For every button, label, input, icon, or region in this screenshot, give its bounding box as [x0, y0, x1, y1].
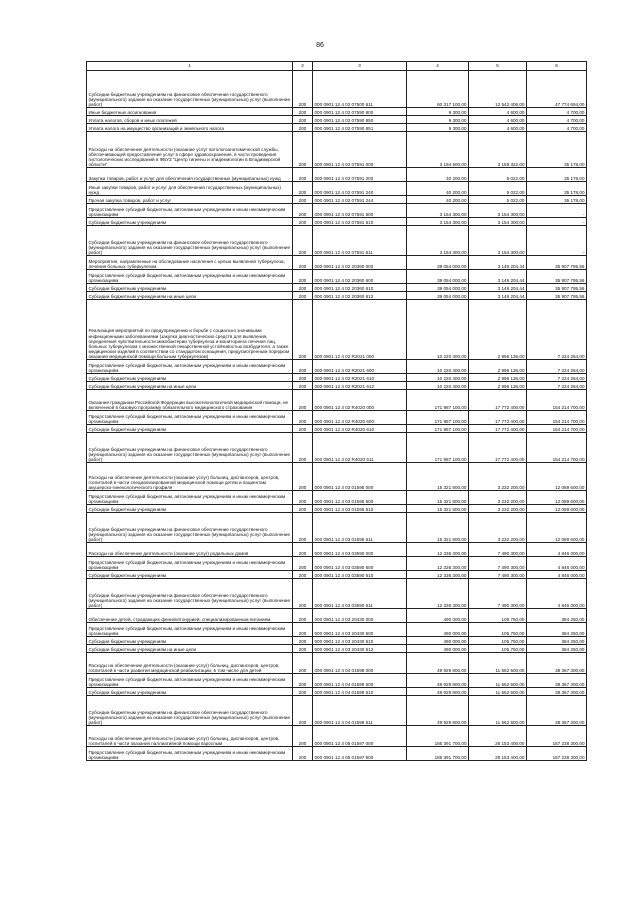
table-row — [87, 182, 587, 196]
row-code-cell: 000 0901 12 4 04 01598 611 — [313, 696, 407, 726]
row-grbs-cell: 200 — [293, 132, 313, 168]
row-value-col5: 3 146 204,44 — [469, 270, 527, 284]
row-name-cell: Расходы на обеспечение деятельности (оказание услуг) больниц, диспансеров, центров, госпиталей в части оказания паллиативной помощи взрослым — [87, 726, 293, 747]
row-name-cell: Субсидии бюджетным учреждениям на финансовое обеспечение государственного (муниципального) задания на оказание государственных (муниципальных) услуг (выполнение работ) — [87, 433, 293, 463]
row-code-cell: 000 0901 12 4 03 03590 600 — [313, 557, 407, 571]
row-grbs-cell: 200 — [293, 168, 313, 182]
table-row — [87, 132, 587, 168]
table-row — [87, 71, 587, 108]
row-grbs-cell: 200 — [293, 204, 313, 218]
row-value-col6: 7 224 264,00 — [527, 374, 587, 382]
row-value-col4: 39 054 000,00 — [407, 284, 469, 292]
row-value-col6: 35 178,00 — [527, 196, 587, 204]
row-code-cell: 000 0901 12 4 02 07500 611 — [313, 71, 407, 108]
row-name-cell: Субсидии бюджетным учреждениям — [87, 571, 293, 579]
table-row — [87, 696, 587, 726]
row-grbs-cell: 200 — [293, 557, 313, 571]
row-value-col5: 5 022,00 — [469, 182, 527, 196]
table-row — [87, 292, 587, 300]
row-value-col4: 12 336 300,00 — [407, 571, 469, 579]
row-name-cell: Предоставление субсидий бюджетным, автономным учреждениям и иным некоммерческим организациям — [87, 270, 293, 284]
row-name-cell: Субсидии бюджетным учреждениям — [87, 505, 293, 513]
row-code-cell: 000 0901 12 4 02 R4020 610 — [313, 425, 407, 433]
table-row — [87, 623, 587, 637]
row-name-cell: Предоставление субсидий бюджетным, автономным учреждениям и иным некоммерческим организациям — [87, 204, 293, 218]
row-value-col5: 2 996 136,00 — [469, 360, 527, 374]
row-value-col4: 40 200,00 — [407, 168, 469, 182]
row-value-col5: 2 996 136,00 — [469, 382, 527, 390]
row-value-col6: - — [527, 226, 587, 256]
row-value-col6: 35 178,00 — [527, 182, 587, 196]
header-row — [87, 62, 587, 71]
row-value-col6: 35 907 795,56 — [527, 284, 587, 292]
row-value-col6: 4 846 000,00 — [527, 543, 587, 557]
table-header — [87, 62, 587, 71]
row-value-col6: 12 089 600,00 — [527, 505, 587, 513]
row-value-col4: 490 000,00 — [407, 623, 469, 637]
row-value-col6: 154 214 700,00 — [527, 411, 587, 425]
row-value-col5: 17 772 400,00 — [469, 425, 527, 433]
row-value-col5: 3 232 200,00 — [469, 505, 527, 513]
row-grbs-cell: 200 — [293, 116, 313, 124]
table-row — [87, 196, 587, 204]
row-value-col4: 15 321 800,00 — [407, 505, 469, 513]
row-value-col5: 7 490 300,00 — [469, 579, 527, 609]
row-name-cell: Субсидии бюджетным учреждениям на финансовое обеспечение государственного (муниципального) задания на оказание государственных (муниципальных) услуг (выполнение работ) — [87, 579, 293, 609]
row-code-cell: 000 0901 12 4 02 07590 800 — [313, 108, 407, 116]
row-value-col6: - — [527, 204, 587, 218]
row-value-col5: 5 022,00 — [469, 196, 527, 204]
row-value-col5: 12 542 406,00 — [469, 71, 527, 108]
row-name-cell: Субсидии бюджетным учреждениям — [87, 218, 293, 226]
table-row — [87, 645, 587, 653]
table-row — [87, 688, 587, 696]
row-value-col4: 39 054 000,00 — [407, 270, 469, 284]
row-name-cell: Предоставление субсидий бюджетным, автономным учреждениям и иным некоммерческим организациям — [87, 360, 293, 374]
row-value-col6: 384 250,00 — [527, 623, 587, 637]
row-name-cell: Иные закупки товаров, работ и услуг для обеспечения государственных (муниципальных) нужд — [87, 182, 293, 196]
row-grbs-cell: 200 — [293, 543, 313, 557]
table-row — [87, 433, 587, 463]
table-row — [87, 168, 587, 182]
table-row — [87, 116, 587, 124]
row-name-cell: Уплата налога на имущество организаций и земельного налога — [87, 124, 293, 132]
row-value-col4: 40 200,00 — [407, 182, 469, 196]
row-value-col5: 4 600,00 — [469, 108, 527, 116]
row-grbs-cell: 200 — [293, 491, 313, 505]
row-value-col4: 49 929 800,00 — [407, 674, 469, 688]
row-value-col5: 4 600,00 — [469, 124, 527, 132]
row-code-cell: 000 0901 12 4 02 07591 244 — [313, 196, 407, 204]
row-value-col5: 7 490 300,00 — [469, 543, 527, 557]
row-value-col4: 12 336 300,00 — [407, 579, 469, 609]
table-row — [87, 360, 587, 374]
row-value-col6: 157 238 300,00 — [527, 747, 587, 761]
column-header: 6 — [527, 62, 587, 71]
row-value-col5: 17 772 400,00 — [469, 411, 527, 425]
table-row — [87, 425, 587, 433]
table-body — [87, 71, 587, 761]
table-row — [87, 204, 587, 218]
row-value-col4: 40 200,00 — [407, 196, 469, 204]
row-value-col6: 38 367 300,00 — [527, 696, 587, 726]
row-value-col4: 3 194 500,00 — [407, 132, 469, 168]
row-value-col4: 39 054 000,00 — [407, 292, 469, 300]
row-value-col5: 5 022,00 — [469, 168, 527, 182]
column-header: 4 — [407, 62, 469, 71]
row-code-cell: 000 0901 12 4 04 01598 000 — [313, 653, 407, 674]
row-value-col4: 15 321 800,00 — [407, 463, 469, 491]
row-name-cell: Субсидии бюджетным учреждениям на иные цели — [87, 382, 293, 390]
row-code-cell: 000 0901 12 4 03 01595 611 — [313, 513, 407, 543]
table-row — [87, 674, 587, 688]
row-code-cell: 000 0901 12 4 04 01598 610 — [313, 688, 407, 696]
row-grbs-cell: 200 — [293, 360, 313, 374]
row-name-cell: Прочая закупка товаров, работ и услуг — [87, 196, 293, 204]
row-name-cell: Обеспечение детей, страдающих фенилкетонурией, специализированным питанием — [87, 609, 293, 623]
row-name-cell: Субсидии бюджетным учреждениям — [87, 425, 293, 433]
row-value-col6: 4 700,00 — [527, 124, 587, 132]
row-value-col4: 3 154 300,00 — [407, 218, 469, 226]
row-value-col5: 3 159 322,00 — [469, 132, 527, 168]
row-name-cell: Расходы на обеспечение деятельности (оказание услуг) больниц, диспансеров, центров, госпиталей в части развития медицинской реабилитации, в том числе для детей — [87, 653, 293, 674]
column-header: 2 — [293, 62, 313, 71]
row-value-col5: 2 996 136,00 — [469, 300, 527, 360]
row-name-cell: Предоставление субсидий бюджетным, автономным учреждениям и иным некоммерческим организациям — [87, 557, 293, 571]
row-grbs-cell: 200 — [293, 433, 313, 463]
row-value-col4: 10 220 400,00 — [407, 382, 469, 390]
row-value-col5: 105 750,00 — [469, 645, 527, 653]
row-value-col6: 154 214 700,00 — [527, 425, 587, 433]
column-header: 5 — [469, 62, 527, 71]
budget-table — [86, 61, 587, 761]
row-name-cell: Субсидии бюджетным учреждениям на финансовое обеспечение государственного (муниципального) задания на оказание государственных (муниципальных) услуг (выполнение работ) — [87, 513, 293, 543]
row-value-col6: 4 700,00 — [527, 116, 587, 124]
table-row — [87, 382, 587, 390]
row-value-col5: 7 490 300,00 — [469, 557, 527, 571]
row-value-col4: 9 300,00 — [407, 124, 469, 132]
row-name-cell: Уплата налогов, сборов и иных платежей — [87, 116, 293, 124]
row-value-col4: 10 220 400,00 — [407, 360, 469, 374]
row-code-cell: 000 0901 12 4 02 20360 612 — [313, 292, 407, 300]
row-value-col4: 39 054 000,00 — [407, 256, 469, 270]
row-value-col4: 171 987 100,00 — [407, 433, 469, 463]
row-name-cell: Расходы на обеспечение деятельности (оказание услуг патологоанатомической службы, обеспечивающей предоставление услуг в сфере здравоохранения, в части проведения гистологических исследований в ФБУЗ "Центр гигиены и эпидемиологии в Владимирской области" — [87, 132, 293, 168]
row-grbs-cell: 200 — [293, 196, 313, 204]
row-code-cell: 000 0901 12 4 02 07591 000 — [313, 132, 407, 168]
row-value-col5: 3 232 200,00 — [469, 491, 527, 505]
row-code-cell: 000 0901 12 4 03 01595 610 — [313, 505, 407, 513]
row-grbs-cell: 200 — [293, 292, 313, 300]
row-name-cell: Предоставление субсидий бюджетным, автономным учреждениям и иным некоммерческим организациям — [87, 411, 293, 425]
row-grbs-cell: 200 — [293, 182, 313, 196]
row-value-col5: 4 600,00 — [469, 116, 527, 124]
row-code-cell: 000 0901 12 4 02 07590 850 — [313, 116, 407, 124]
row-value-col6: 7 224 264,00 — [527, 382, 587, 390]
row-name-cell: Мероприятия, направленные на обследование населения с целью выявления туберкулеза, лечения больных туберкулезом — [87, 256, 293, 270]
row-value-col5: 105 750,00 — [469, 637, 527, 645]
column-header: 1 — [87, 62, 293, 71]
row-value-col4: 3 154 300,00 — [407, 204, 469, 218]
row-grbs-cell: 200 — [293, 284, 313, 292]
row-value-col6: 12 089 600,00 — [527, 513, 587, 543]
row-grbs-cell: 200 — [293, 256, 313, 270]
row-value-col5: 3 232 200,00 — [469, 463, 527, 491]
table-row — [87, 491, 587, 505]
table-row — [87, 579, 587, 609]
table-row — [87, 505, 587, 513]
page-number: 86 — [316, 42, 324, 49]
row-value-col6: 4 846 000,00 — [527, 557, 587, 571]
row-value-col5: 3 154 300,00 — [469, 204, 527, 218]
row-value-col5: 11 562 500,00 — [469, 653, 527, 674]
row-value-col5: 105 750,00 — [469, 609, 527, 623]
row-code-cell: 000 0901 12 4 02 R2021 000 — [313, 300, 407, 360]
row-grbs-cell: 200 — [293, 609, 313, 623]
row-grbs-cell: 200 — [293, 425, 313, 433]
row-value-col5: 3 146 204,44 — [469, 284, 527, 292]
row-value-col6: 4 846 000,00 — [527, 579, 587, 609]
row-grbs-cell: 200 — [293, 579, 313, 609]
row-name-cell: Закупка товаров, работ и услуг для обеспечения государственных (муниципальных) нужд — [87, 168, 293, 182]
row-code-cell: 000 0901 12 4 04 01598 600 — [313, 674, 407, 688]
row-name-cell: Предоставление субсидий бюджетным, автономным учреждениям и иным некоммерческим организациям — [87, 623, 293, 637]
row-grbs-cell: 200 — [293, 637, 313, 645]
row-name-cell: Субсидии бюджетным учреждениям — [87, 374, 293, 382]
row-value-col6: - — [527, 218, 587, 226]
row-value-col6: 384 250,00 — [527, 645, 587, 653]
row-value-col5: 2 996 136,00 — [469, 374, 527, 382]
row-value-col4: 49 929 800,00 — [407, 696, 469, 726]
row-name-cell: Предоставление субсидий бюджетным, автономным учреждениям и иным некоммерческим организациям — [87, 747, 293, 761]
row-value-col6: 35 907 795,56 — [527, 256, 587, 270]
table-row — [87, 256, 587, 270]
row-code-cell: 000 0901 12 4 02 20360 600 — [313, 270, 407, 284]
row-value-col6: 38 367 300,00 — [527, 688, 587, 696]
row-grbs-cell: 200 — [293, 571, 313, 579]
table-row — [87, 226, 587, 256]
row-code-cell: 000 0901 12 4 02 07591 240 — [313, 182, 407, 196]
row-value-col4: 3 154 300,00 — [407, 226, 469, 256]
row-value-col5: 17 772 400,00 — [469, 433, 527, 463]
table-row — [87, 390, 587, 411]
row-grbs-cell: 200 — [293, 382, 313, 390]
table-row — [87, 270, 587, 284]
row-grbs-cell: 200 — [293, 726, 313, 747]
row-value-col4: 490 000,00 — [407, 637, 469, 645]
row-value-col5: 3 154 300,00 — [469, 226, 527, 256]
row-name-cell: Иные бюджетные ассигнования — [87, 108, 293, 116]
row-value-col6: 35 907 795,56 — [527, 270, 587, 284]
row-grbs-cell: 200 — [293, 108, 313, 116]
row-value-col6: 12 089 600,00 — [527, 491, 587, 505]
row-value-col4: 12 336 300,00 — [407, 557, 469, 571]
row-grbs-cell: 200 — [293, 124, 313, 132]
row-value-col5: 28 153 400,00 — [469, 747, 527, 761]
row-grbs-cell: 200 — [293, 374, 313, 382]
row-code-cell: 000 0901 12 4 02 07591 200 — [313, 168, 407, 182]
row-value-col5: 105 750,00 — [469, 623, 527, 637]
row-code-cell: 000 0901 12 4 03 03590 000 — [313, 543, 407, 557]
row-name-cell: Расходы на обеспечение деятельности (оказание услуг) родильных домов — [87, 543, 293, 557]
row-value-col6: 4 700,00 — [527, 108, 587, 116]
table-row — [87, 609, 587, 623]
row-value-col6: 154 214 700,00 — [527, 390, 587, 411]
table-row — [87, 108, 587, 116]
row-value-col4: 49 929 800,00 — [407, 688, 469, 696]
row-value-col6: 38 367 300,00 — [527, 674, 587, 688]
table-row — [87, 637, 587, 645]
table-row — [87, 463, 587, 491]
row-grbs-cell: 200 — [293, 645, 313, 653]
row-value-col4: 10 220 400,00 — [407, 374, 469, 382]
row-grbs-cell: 200 — [293, 653, 313, 674]
table-row — [87, 747, 587, 761]
row-name-cell: Субсидии бюджетным учреждениям на финансовое обеспечение государственного (муниципального) задания на оказание государственных (муниципальных) услуг (выполнение работ) — [87, 71, 293, 108]
row-value-col4: 185 391 700,00 — [407, 747, 469, 761]
row-value-col6: 384 250,00 — [527, 637, 587, 645]
row-value-col6: 157 238 300,00 — [527, 726, 587, 747]
row-code-cell: 000 0901 12 4 03 01595 000 — [313, 463, 407, 491]
row-code-cell: 000 0901 12 4 02 R4020 611 — [313, 433, 407, 463]
table-row — [87, 374, 587, 382]
row-grbs-cell: 200 — [293, 390, 313, 411]
row-value-col6: 35 178,00 — [527, 132, 587, 168]
row-name-cell: Субсидии бюджетным учреждениям на иные цели — [87, 292, 293, 300]
table-row — [87, 571, 587, 579]
table-row — [87, 653, 587, 674]
row-value-col4: 60 317 100,00 — [407, 71, 469, 108]
row-grbs-cell: 200 — [293, 696, 313, 726]
row-value-col6: 384 250,00 — [527, 609, 587, 623]
row-code-cell: 000 0901 12 4 02 07591 610 — [313, 218, 407, 226]
table-row — [87, 218, 587, 226]
row-value-col6: 4 846 000,00 — [527, 571, 587, 579]
row-value-col5: 17 772 400,00 — [469, 390, 527, 411]
row-code-cell: 000 0901 12 4 02 R4020 600 — [313, 411, 407, 425]
table-row — [87, 124, 587, 132]
row-grbs-cell: 200 — [293, 674, 313, 688]
row-code-cell: 000 0901 12 4 03 20430 600 — [313, 623, 407, 637]
row-code-cell: 000 0901 12 4 02 20360 610 — [313, 284, 407, 292]
row-value-col6: 154 214 700,00 — [527, 433, 587, 463]
row-code-cell: 000 0901 12 4 03 01595 600 — [313, 491, 407, 505]
row-value-col4: 171 987 100,00 — [407, 411, 469, 425]
row-code-cell: 000 0901 12 4 02 07591 600 — [313, 204, 407, 218]
row-name-cell: Субсидии бюджетным учреждениям — [87, 284, 293, 292]
row-code-cell: 000 0901 12 4 02 R4020 000 — [313, 390, 407, 411]
row-value-col4: 10 220 400,00 — [407, 300, 469, 360]
row-value-col5: 7 490 300,00 — [469, 571, 527, 579]
table-row — [87, 726, 587, 747]
row-grbs-cell: 200 — [293, 623, 313, 637]
row-value-col6: 35 178,00 — [527, 168, 587, 182]
row-value-col4: 490 000,00 — [407, 645, 469, 653]
row-code-cell: 000 0901 12 4 02 07591 611 — [313, 226, 407, 256]
row-grbs-cell: 200 — [293, 226, 313, 256]
row-code-cell: 000 0901 12 4 02 R2021 612 — [313, 382, 407, 390]
column-header: 3 — [313, 62, 407, 71]
row-value-col6: 7 224 264,00 — [527, 300, 587, 360]
row-value-col4: 15 321 800,00 — [407, 513, 469, 543]
row-name-cell: Оказание гражданам Российской Федерации высокотехнологичной медицинской помощи, не включенной в базовую программу обязательного медицинского страхования — [87, 390, 293, 411]
row-value-col5: 11 562 500,00 — [469, 696, 527, 726]
row-value-col5: 3 146 204,44 — [469, 292, 527, 300]
row-value-col6: 47 774 694,00 — [527, 71, 587, 108]
row-name-cell: Предоставление субсидий бюджетным, автономным учреждениям и иным некоммерческим организациям — [87, 674, 293, 688]
row-value-col4: 490 000,00 — [407, 609, 469, 623]
row-value-col5: 11 562 500,00 — [469, 688, 527, 696]
row-grbs-cell: 200 — [293, 411, 313, 425]
table-row — [87, 300, 587, 360]
row-value-col4: 171 987 100,00 — [407, 390, 469, 411]
row-name-cell: Расходы на обеспечение деятельности (оказание услуг) больниц, диспансеров, центров, госпиталей в части специализированной медицинской помощи детям и пациентам акушерско-гинекологического профиля — [87, 463, 293, 491]
row-grbs-cell: 200 — [293, 463, 313, 491]
row-value-col6: 38 367 300,00 — [527, 653, 587, 674]
row-value-col5: 3 146 204,44 — [469, 256, 527, 270]
row-name-cell: Субсидии бюджетным учреждениям на финансовое обеспечение государственного (муниципального) задания на оказание государственных (муниципальных) услуг (выполнение работ) — [87, 226, 293, 256]
row-code-cell: 000 0901 12 4 03 03590 610 — [313, 571, 407, 579]
row-value-col4: 15 321 800,00 — [407, 491, 469, 505]
row-code-cell: 000 0901 12 4 05 01597 600 — [313, 747, 407, 761]
table-row — [87, 411, 587, 425]
row-value-col4: 185 391 700,00 — [407, 726, 469, 747]
row-code-cell: 000 0901 12 4 05 01597 000 — [313, 726, 407, 747]
row-name-cell: Предоставление субсидий бюджетным, автономным учреждениям и иным некоммерческим организациям — [87, 491, 293, 505]
row-name-cell: Субсидии бюджетным учреждениям — [87, 637, 293, 645]
row-code-cell: 000 0901 12 4 03 20430 000 — [313, 609, 407, 623]
row-code-cell: 000 0901 12 4 03 20430 612 — [313, 645, 407, 653]
row-grbs-cell: 200 — [293, 688, 313, 696]
row-value-col4: 9 300,00 — [407, 108, 469, 116]
table-row — [87, 513, 587, 543]
row-value-col5: 3 232 200,00 — [469, 513, 527, 543]
row-name-cell: Субсидии бюджетным учреждениям на иные цели — [87, 645, 293, 653]
row-code-cell: 000 0901 12 4 02 R2021 610 — [313, 374, 407, 382]
row-code-cell: 000 0901 12 4 02 07590 851 — [313, 124, 407, 132]
row-value-col4: 49 929 800,00 — [407, 653, 469, 674]
row-code-cell: 000 0901 12 4 02 20360 000 — [313, 256, 407, 270]
row-code-cell: 000 0901 12 4 03 03590 611 — [313, 579, 407, 609]
table-row — [87, 284, 587, 292]
row-name-cell: Субсидии бюджетным учреждениям — [87, 688, 293, 696]
row-grbs-cell: 200 — [293, 747, 313, 761]
row-name-cell: Реализация мероприятий по предупреждению и борьбе с социально значимыми инфекционными заболеваниями (закупка диагностических средств для выявления, определения чувствительности микобактерии туберкулеза и мониторинга лечения лиц, больных туберкулезом с множественной лекарственной устойчивостью возбудителя, а также медицинских изделий в соответствии со стандартом оснащения, предусмотренным порядком оказания медицинской помощи больным туберкулезом) — [87, 300, 293, 360]
row-code-cell: 000 0901 12 4 03 20430 610 — [313, 637, 407, 645]
row-value-col5: 28 153 400,00 — [469, 726, 527, 747]
row-grbs-cell: 200 — [293, 270, 313, 284]
row-grbs-cell: 200 — [293, 513, 313, 543]
row-value-col6: 7 224 264,00 — [527, 360, 587, 374]
table-row — [87, 557, 587, 571]
row-value-col5: 11 562 500,00 — [469, 674, 527, 688]
row-name-cell: Субсидии бюджетным учреждениям на финансовое обеспечение государственного (муниципального) задания на оказание государственных (муниципальных) услуг (выполнение работ) — [87, 696, 293, 726]
row-code-cell: 000 0901 12 4 02 R2021 600 — [313, 360, 407, 374]
table-row — [87, 543, 587, 557]
row-value-col4: 171 987 100,00 — [407, 425, 469, 433]
row-grbs-cell: 200 — [293, 505, 313, 513]
row-grbs-cell: 200 — [293, 218, 313, 226]
row-grbs-cell: 200 — [293, 300, 313, 360]
row-value-col6: 12 089 600,00 — [527, 463, 587, 491]
row-value-col6: 35 907 795,56 — [527, 292, 587, 300]
row-grbs-cell: 200 — [293, 71, 313, 108]
row-value-col4: 12 336 300,00 — [407, 543, 469, 557]
row-value-col5: 3 154 300,00 — [469, 218, 527, 226]
row-value-col4: 9 300,00 — [407, 116, 469, 124]
